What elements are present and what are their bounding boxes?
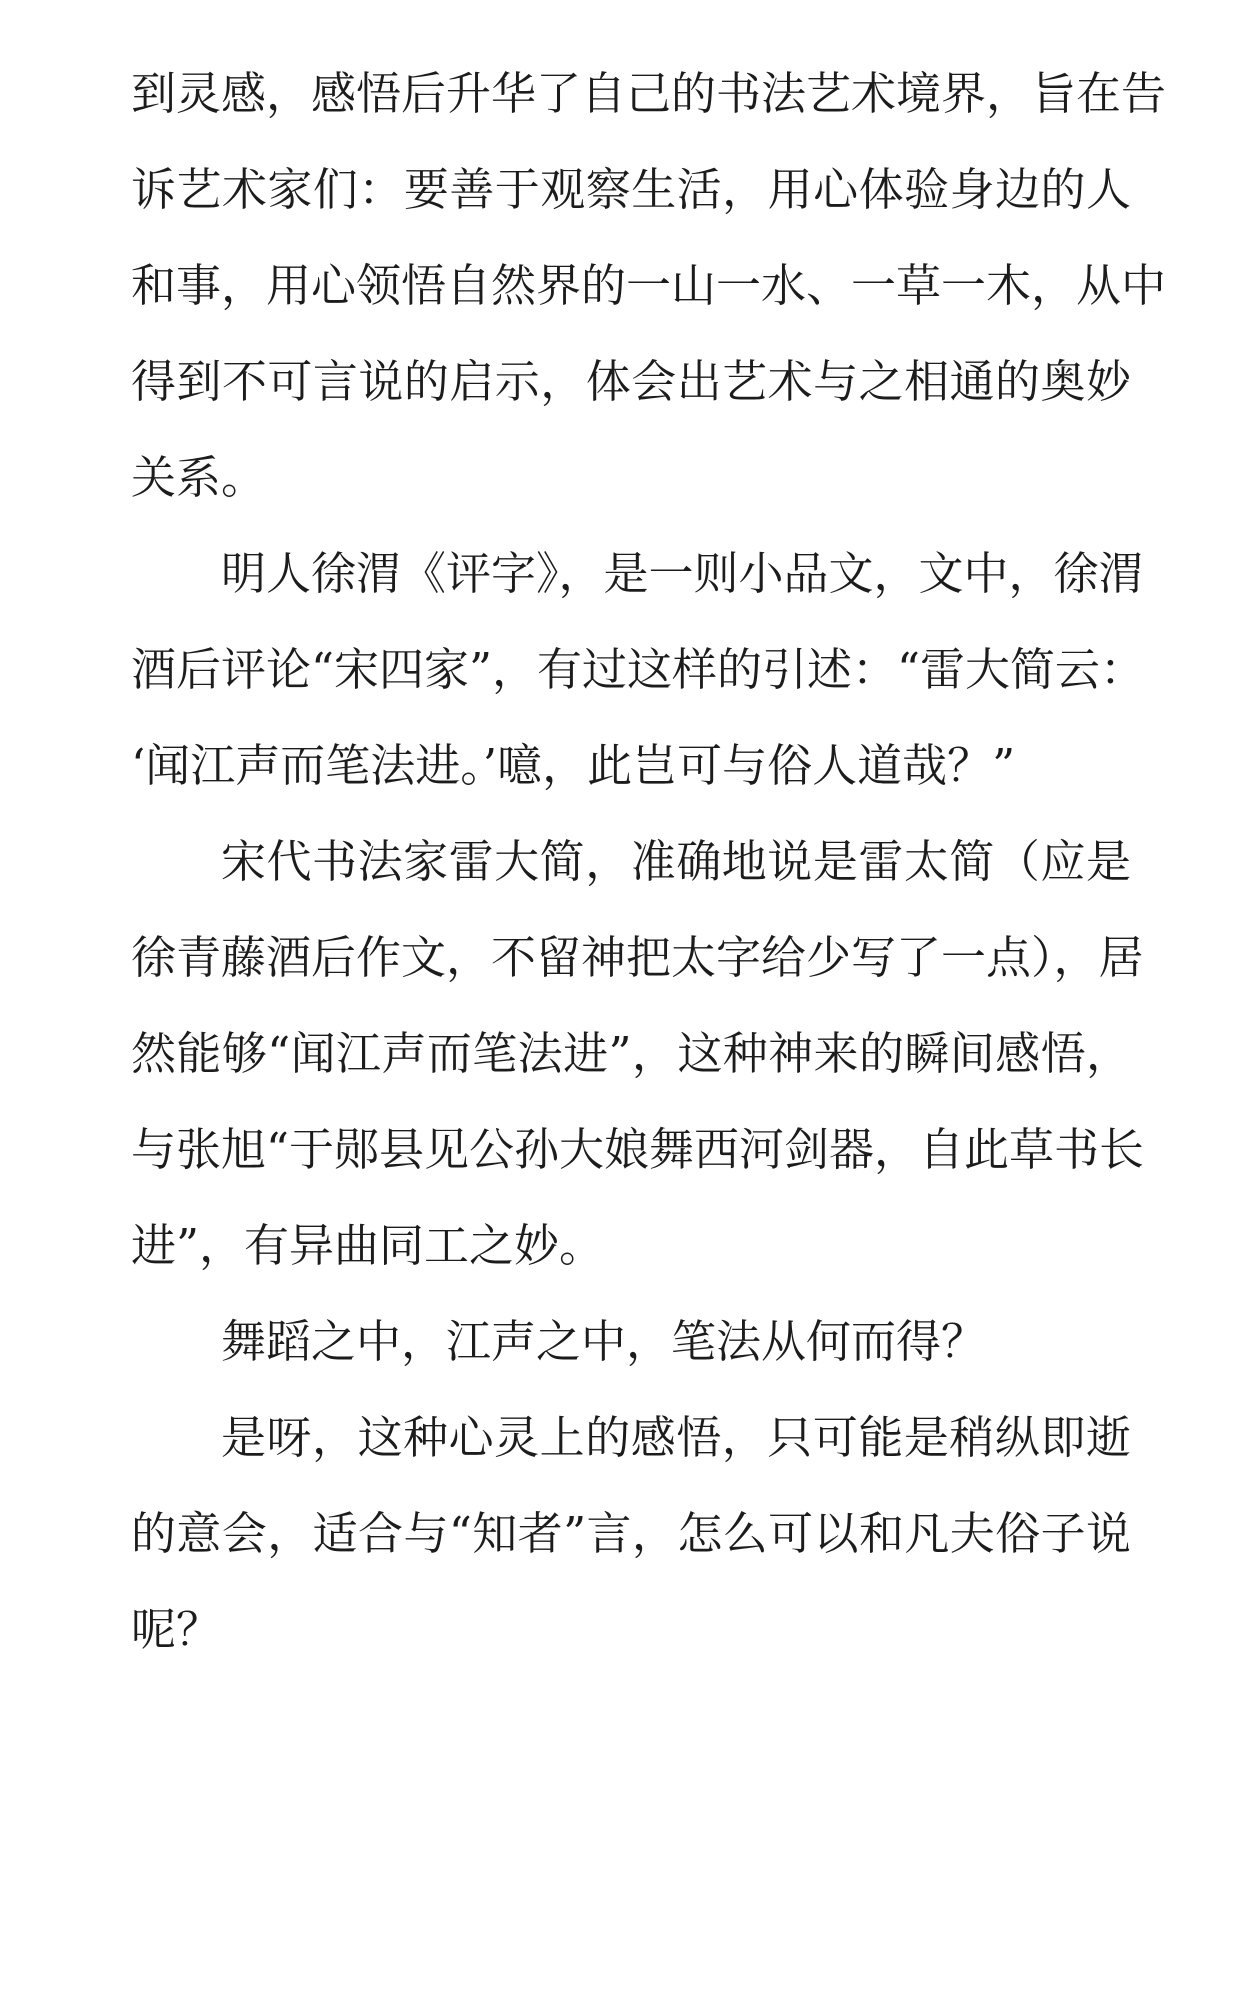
text-line: 宋代书法家雷大简，准确地说是雷太简（应是 [221, 835, 1131, 888]
text-line: 徐青藤酒后作文，不留神把太字给少写了一点），居 [131, 931, 1144, 984]
text-line: 明人徐渭《评字》，是一则小品文，文中，徐渭 [221, 547, 1144, 600]
body-text [131, 46, 1167, 1678]
text-line: 舞蹈之中，江声之中，笔法从何而得？ [221, 1315, 987, 1368]
text-line: 进”，有异曲同工之妙。 [131, 1219, 605, 1272]
text-line: 到灵感，感悟后升华了自己的书法艺术境界，旨在告 [131, 67, 1167, 120]
text-line: 和事，用心领悟自然界的一山一水、一草一木，从中 [131, 259, 1167, 312]
text-line: 酒后评论“宋四家”，有过这样的引述：“雷大简云： [131, 643, 1146, 696]
text-line: 的意会，适合与“知者”言，怎么可以和凡夫俗子说 [131, 1507, 1131, 1560]
text-line: 呢？ [131, 1603, 222, 1656]
text-line: 是呀，这种心灵上的感悟，只可能是稍纵即逝 [221, 1411, 1131, 1464]
text-line: 关系。 [131, 451, 267, 504]
text-line: 诉艺术家们：要善于观察生活，用心体验身边的人 [131, 163, 1131, 216]
text-line: 与张旭“于郧县见公孙大娘舞西河剑器，自此草书长 [131, 1123, 1145, 1176]
text-line: ‘闻江声而笔法进。’噫，此岂可与俗人道哉？” [131, 739, 1016, 792]
text-line: 得到不可言说的启示，体会出艺术与之相通的奥妙 [131, 355, 1131, 408]
text-line: 然能够“闻江声而笔法进”，这种神来的瞬间感悟， [131, 1027, 1131, 1080]
